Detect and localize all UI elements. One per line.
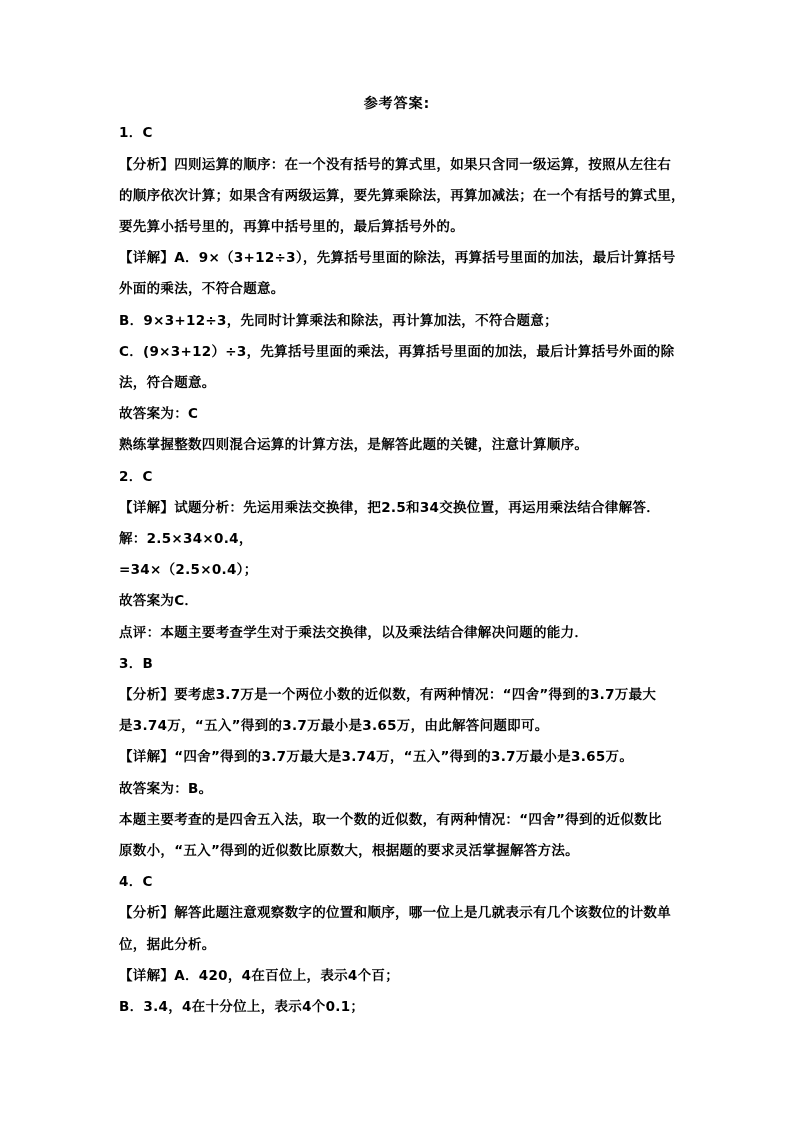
text-line: 【详解】A．9×（3+12÷3），先算括号里面的除法，再算括号里面的加法，最后计算括号 — [119, 250, 676, 266]
text-line: 【详解】A．420，4在百位上，表示4个百； — [119, 968, 400, 984]
text-line: 【详解】“四舍”得到的3.7万最大是3.74万，“五入”得到的3.7万最小是3.65万。 — [119, 749, 634, 765]
text-line: C．(9×3+12）÷3，先算括号里面的乘法，再算括号里面的加法，最后计算括号外面的除 — [119, 344, 675, 360]
text-line: 【分析】解答此题注意观察数字的位置和顺序，哪一位上是几就表示有几个该数位的计数单 — [119, 905, 671, 921]
text-line: 【分析】四则运算的顺序：在一个没有括号的算式里，如果只含同一级运算，按照从左往右 — [119, 157, 671, 173]
text-line: 原数小，“五入”得到的近似数比原数大，根据题的要求灵活掌握解答方法。 — [119, 843, 579, 859]
text-line: 故答案为C． — [119, 593, 199, 609]
text-line: 本题主要考查的是四舍五入法，取一个数的近似数，有两种情况：“四舍”得到的近似数比 — [119, 812, 662, 828]
text-line: 故答案为：B。 — [119, 781, 213, 797]
answer-number: 3．B — [119, 656, 154, 672]
answer-number: 2．C — [119, 469, 153, 485]
text-line: 的顺序依次计算；如果含有两级运算，要先算乘除法，再算加减法；在一个有括号的算式里， — [119, 188, 685, 204]
answer-number: 1．C — [119, 125, 153, 141]
page-title: 参考答案: — [363, 96, 431, 112]
text-line: 【分析】要考虑3.7万是一个两位小数的近似数，有两种情况：“四舍”得到的3.7万最大 — [119, 687, 657, 703]
text-line: 【详解】试题分析：先运用乘法交换律，把2.5和34交换位置，再运用乘法结合律解答． — [119, 500, 661, 516]
text-line: =34×（2.5×0.4）； — [119, 562, 258, 578]
text-line: 位，据此分析。 — [119, 937, 216, 953]
text-line: B．3.4，4在十分位上，表示4个0.1； — [119, 999, 365, 1015]
text-line: 解：2.5×34×0.4， — [119, 531, 253, 547]
text-line: 是3.74万，“五入”得到的3.7万最小是3.65万，由此解答问题即可。 — [119, 718, 549, 734]
text-line: 要先算小括号里的，再算中括号里的，最后算括号外的。 — [119, 219, 464, 235]
text-line: 故答案为：C — [119, 406, 199, 422]
text-line: B．9×3+12÷3，先同时计算乘法和除法，再计算加法，不符合题意； — [119, 313, 558, 329]
text-line: 法，符合题意。 — [119, 375, 216, 391]
text-line: 点评：本题主要考查学生对于乘法交换律，以及乘法结合律解决问题的能力． — [119, 625, 589, 641]
text-line: 熟练掌握整数四则混合运算的计算方法，是解答此题的关键，注意计算顺序。 — [119, 437, 589, 453]
answer-number: 4．C — [119, 874, 153, 890]
text-line: 外面的乘法，不符合题意。 — [119, 281, 285, 297]
